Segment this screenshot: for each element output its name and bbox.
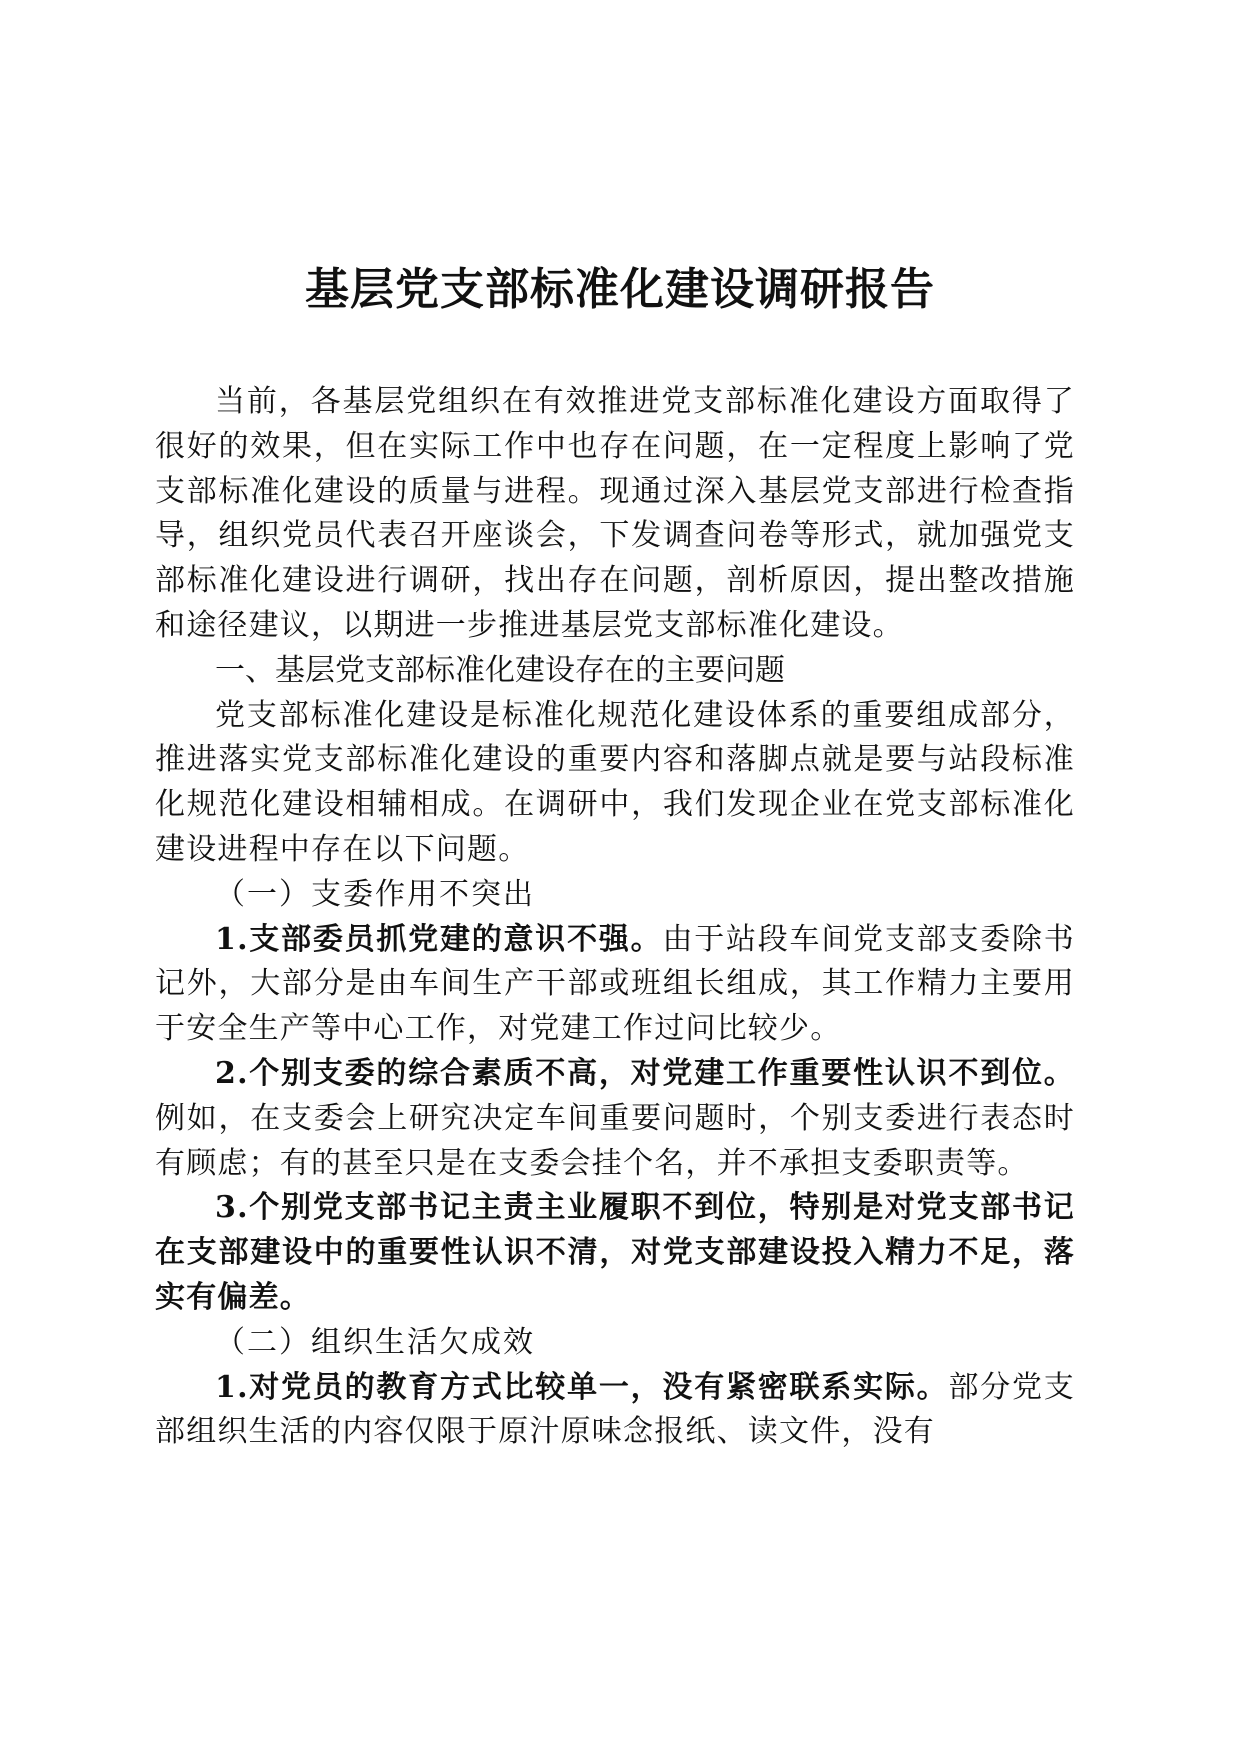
item-text: 例如，在支委会上研究决定车间重要问题时，个别支委进行表态时有顾虑；有的甚至只是在支委会挂个名，并不承担支委职责等。 — [155, 1100, 1075, 1181]
document-body — [155, 380, 1075, 1455]
list-item — [155, 1052, 1075, 1186]
item-lead: 1.支部委员抓党建的意识不强。 — [215, 921, 663, 957]
list-item — [155, 1186, 1075, 1320]
section-heading: 一、基层党支部标准化建设存在的主要问题 — [215, 652, 785, 688]
list-item — [155, 918, 1075, 1052]
item-text: 部分党支部组织生活的内容仅限于原汁原味念报纸、读文件，没有 — [155, 1369, 1075, 1450]
list-item — [155, 1366, 1075, 1456]
document-title: 基层党支部标准化建设调研报告 — [305, 264, 935, 315]
subsection-heading: （二）组织生活欠成效 — [215, 1324, 535, 1360]
section-paragraph: 党支部标准化建设是标准化规范化建设体系的重要组成部分，推进落实党支部标准化建设的重要内容和落脚点就是要与站段标准化规范化建设相辅相成。在调研中，我们发现企业在党支部标准化建设进程中存在以下问题。 — [155, 697, 1075, 867]
item-text: 由于站段车间党支部支委除书记外，大部分是由车间生产干部或班组长组成，其工作精力主要用于安全生产等中心工作，对党建工作过问比较少。 — [155, 921, 1075, 1047]
item-lead: 3.个别党支部书记主责主业履职不到位，特别是对党支部书记在支部建设中的重要性认识不清，对党支部建设投入精力不足，落实有偏差。 — [155, 1190, 1075, 1315]
item-lead: 1.对党员的教育方式比较单一，没有紧密联系实际。 — [215, 1369, 949, 1405]
item-lead: 2.个别支委的综合素质不高，对党建工作重要性认识不到位。 — [215, 1055, 1075, 1091]
subsection-heading: （一）支委作用不突出 — [215, 876, 535, 912]
intro-paragraph: 当前，各基层党组织在有效推进党支部标准化建设方面取得了很好的效果，但在实际工作中也存在问题，在一定程度上影响了党支部标准化建设的质量与进程。现通过深入基层党支部进行检查指导，组织党员代表召开座谈会，下发调查问卷等形式，就加强党支部标准化建设进行调研，找出存在问题，剖析原因，提出整改措施和途径建议，以期进一步推进基层党支部标准化建设。 — [155, 384, 1075, 643]
